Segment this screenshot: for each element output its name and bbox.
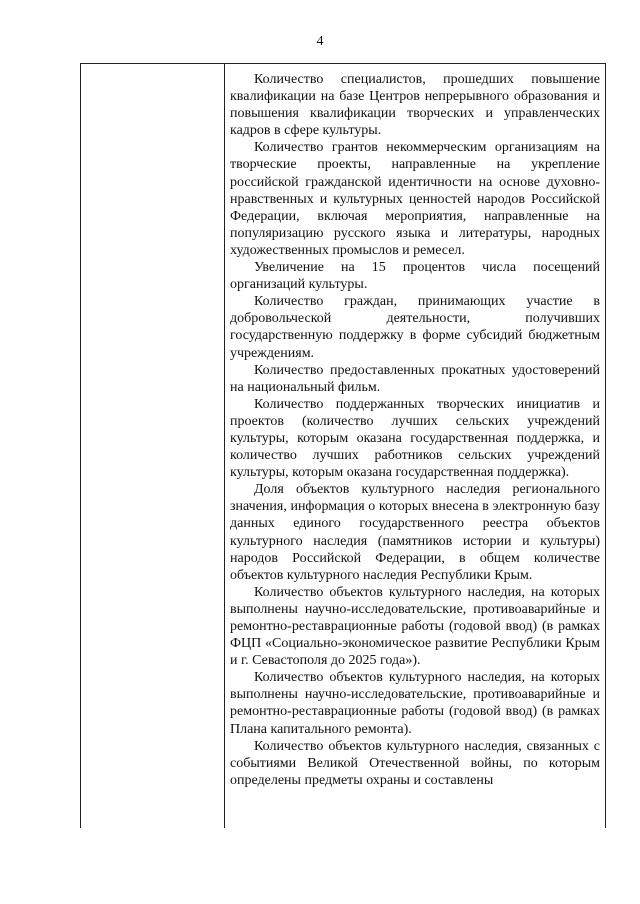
indicator-paragraph: Количество объектов культурного наследия, на которых выполнены научно-исследовательские, противоаварийные и ремонтно-реставрационные работы (годовой ввод) (в рамках ФЦП «Социально-экономическое развитие Республики Крым и г. Севастополя до 2025 года»).	[230, 584, 600, 669]
indicator-paragraph: Количество граждан, принимающих участие в добровольческой деятельности, получивших государственную поддержку в форме субсидий бюджетным учреждениям.	[230, 294, 600, 361]
indicator-paragraph: Количество объектов культурного наследия, связанных с событиями Великой Отечественной войны, по которым определены предметы охраны и составлены	[230, 738, 600, 788]
indicator-paragraph: Увеличение на 15 процентов числа посещений организаций культуры.	[230, 260, 600, 293]
indicator-paragraph: Количество специалистов, прошедших повышение квалификации на базе Центров непрерывного образования и повышения квалификации творческих и управленческих кадров в сфере культуры.	[230, 72, 600, 139]
page-number: 4	[316, 34, 324, 49]
table-left-cell	[81, 64, 225, 828]
indicator-paragraph: Количество поддержанных творческих инициатив и проектов (количество лучших сельских учреждений культуры, которым оказана государственная поддержка, и количество лучших работников сельских учреждений культуры, которым оказана государственная поддержка).	[230, 396, 600, 481]
indicator-paragraph: Количество объектов культурного наследия, на которых выполнены научно-исследовательские, противоаварийные и ремонтно-реставрационные работы (годовой ввод) (в рамках Плана капитального ремонта).	[230, 670, 600, 737]
indicator-paragraph: Количество грантов некоммерческим организациям на творческие проекты, направленные на укрепление российской гражданской идентичности на основе духовно-нравственных и культурных ценностей народов Российской Федерации, включая мероприятия, направленные на популяризацию русского языка и литературы, народных художественных промыслов и ремесел.	[230, 140, 600, 258]
indicator-paragraph: Доля объектов культурного наследия регионального значения, информация о которых внесена в электронную базу данных единого государственного реестра объектов культурного наследия (памятников истории и культуры) народов Российской Федерации, в общем количестве объектов культурного наследия Республики Крым.	[230, 482, 600, 583]
indicator-paragraph: Количество предоставленных прокатных удостоверений на национальный фильм.	[230, 362, 600, 395]
document-table	[80, 63, 606, 828]
table-right-cell	[225, 64, 605, 828]
